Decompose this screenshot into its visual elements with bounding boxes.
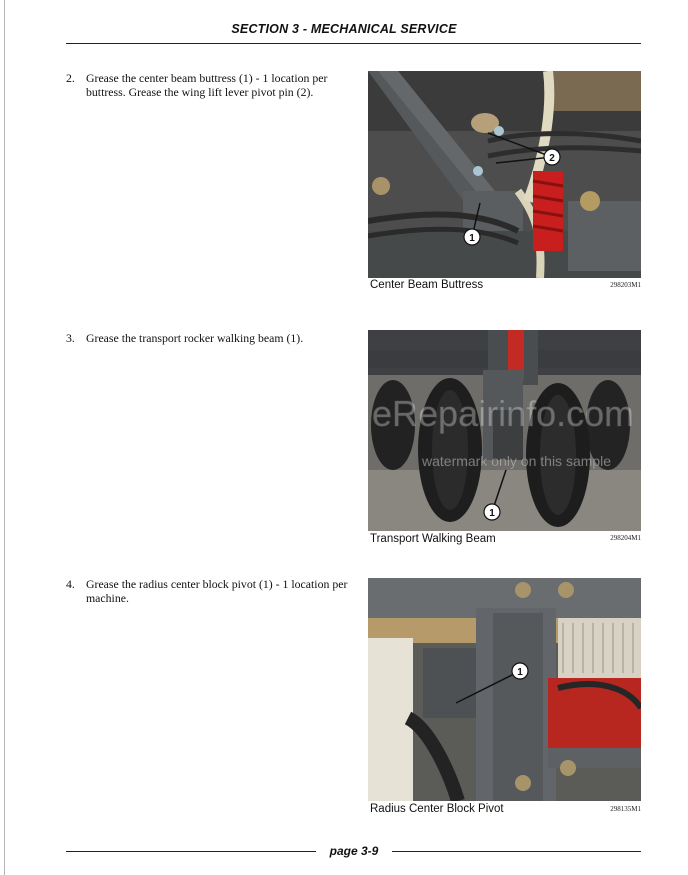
step-number: 3.	[66, 331, 75, 345]
step-text: Grease the center beam buttress (1) - 1 location per buttress. Grease the wing lift lever pivot pin (2).	[86, 71, 328, 99]
page-number: page 3-9	[329, 844, 379, 858]
section-header: SECTION 3 - MECHANICAL SERVICE	[231, 22, 457, 36]
footer-rule-right	[392, 851, 641, 852]
step-4	[66, 577, 356, 605]
watermark-subtext: watermark only on this sample	[422, 453, 612, 469]
callout-1: 1	[469, 233, 475, 244]
figure-caption: Transport Walking Beam	[370, 533, 496, 545]
footer-rule-left	[66, 851, 316, 852]
figure-code: 298204M1	[610, 534, 641, 542]
step-text: Grease the transport rocker walking beam (1).	[86, 331, 304, 345]
page-edge-rule	[4, 0, 5, 875]
step-text: Grease the radius center block pivot (1) - 1 location per machine.	[86, 577, 348, 605]
figure-caption: Radius Center Block Pivot	[370, 803, 504, 815]
step-3	[66, 331, 356, 345]
step-number: 2.	[66, 71, 75, 85]
photo-radius-center-block-pivot	[368, 578, 641, 801]
photo-center-beam-buttress	[368, 71, 641, 278]
figure-code: 298135M1	[610, 805, 641, 813]
callout-1: 1	[489, 508, 495, 519]
step-2	[66, 71, 356, 99]
figure-caption: Center Beam Buttress	[370, 279, 484, 291]
watermark-logo: eRepairinfo.com	[372, 393, 635, 434]
figure-code: 298203M1	[610, 281, 641, 289]
callout-1: 1	[517, 667, 523, 678]
header-rule	[66, 43, 641, 44]
step-number: 4.	[66, 577, 75, 591]
callout-2: 2	[549, 153, 555, 164]
